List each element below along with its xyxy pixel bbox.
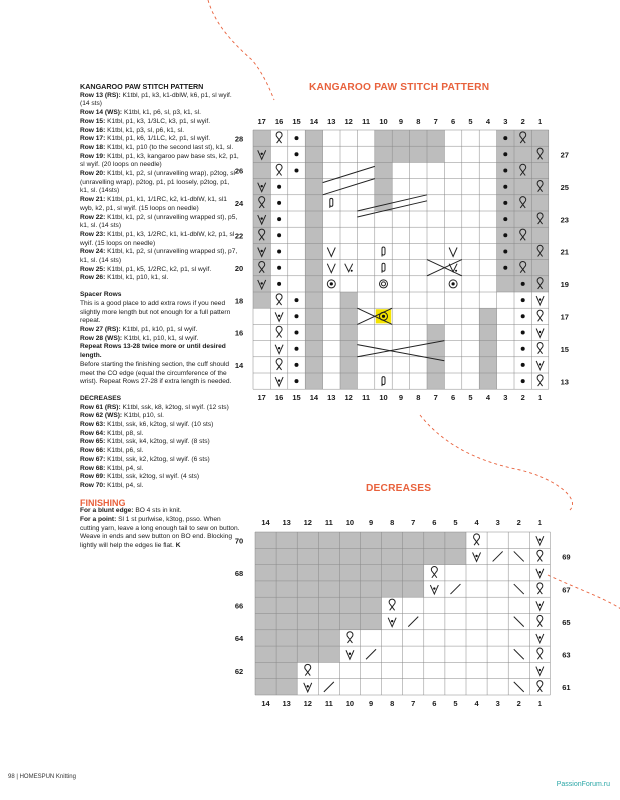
column-label: 9 [398,117,403,126]
symbol-slash [408,617,418,627]
row-text: K1tbl, p1, k6, 1/1LC, k2, p1, sl wyif. [105,135,211,143]
symbol-slash [493,551,503,561]
symbol-slip [536,536,544,545]
symbol-ktbl [305,664,311,675]
column-label: 3 [503,393,508,403]
end-mark: K [175,542,181,550]
row-label: 19 [560,280,569,290]
symbol-slash [324,682,334,692]
column-label: 11 [324,699,333,708]
row-label: 64 [234,634,244,644]
row-text: K1tbl, ssk, k4, k2tog, sl wyif. (8 sts) [105,438,210,446]
row-text: K1tbl, p1, k3, kangaroo paw base sts, k2, p1, sl wyif. (20 loops on needle) [80,152,239,169]
row-label: 62 [234,666,244,676]
row-label: 20 [234,263,244,273]
symbol-bslash [514,617,524,627]
column-label: 4 [474,518,479,527]
symbol-ktbl [431,567,437,578]
row-label: 21 [560,247,569,257]
column-label: 7 [411,699,416,708]
column-label: 1 [538,393,543,403]
symbol-slash [450,584,460,594]
row-label: 15 [560,344,569,354]
row-text: K1tbl, ssk, k2tog, sl wyif. (4 sts) [105,473,200,481]
row-label: Row 19: [80,152,106,160]
row-label: Row 14 (WS): [80,109,123,117]
watermark: PassionForum.ru [556,781,610,788]
column-label: 12 [303,699,312,708]
column-label: 14 [261,699,270,708]
symbol-slip [536,634,544,643]
symbol-slip [536,569,544,578]
symbol-ktbl [537,615,543,626]
decreases-heading: DECREASES [80,394,122,402]
column-label: 2 [520,117,525,126]
row-label: Row 67: [80,455,106,463]
column-label: 14 [309,117,319,126]
column-label: 6 [451,117,456,126]
symbol-slip [346,650,354,659]
column-label: 15 [292,117,301,126]
column-label: 10 [379,117,388,126]
row-label: 70 [234,536,244,546]
row-label: Row 21: [80,196,106,204]
row-text: K1tbl, p6, sl. [105,447,144,455]
row-label: 23 [560,215,569,225]
row-text: K1tbl, k1, p3, sl, p6, k1, sl. [105,126,185,134]
row-label: 61 [562,683,571,693]
column-label: 16 [274,393,284,403]
row-text: K1tbl, p1, k3, 1/3LC, k3, p1, sl wyif. [105,117,211,125]
row-text: K1tbl, p4, sl. [105,481,144,489]
row-label: Row 69: [80,473,106,481]
row-label: 28 [234,134,244,144]
point-edge: For a point: Sl 1 st purlwise, k3tog, psso. When cutting yarn, leave a long enough tail to sew on button. Weave in ends and sew button on BO end. Blocking lightly will help the edges lie flat. K [80,516,240,550]
symbol-bslash [514,682,524,692]
row-text: K1tbl, k1, p10, k1, sl. [105,274,169,282]
symbol-ktbl [537,648,543,659]
column-label: 6 [432,518,437,527]
column-label: 14 [261,518,270,527]
row-label: Row 61 (RS): [80,403,121,411]
row-label: Row 26: [80,274,106,282]
column-label: 8 [416,117,421,126]
symbol-slip [388,618,396,627]
row-label: Row 65: [80,438,106,446]
symbol-bslash [514,551,524,561]
row-label: Row 62 (WS): [80,412,123,420]
symbol-ktbl [537,550,543,561]
row-label: 69 [562,552,571,562]
column-label: 8 [390,518,395,527]
row-label: 63 [562,650,571,660]
row-text: K1tbl, p10, sl. [122,412,164,420]
row-label: 13 [560,377,569,387]
symbol-slip [473,552,481,561]
row-label: Row 66: [80,447,106,455]
column-label: 7 [433,393,438,403]
row-label: Row 15: [80,117,106,125]
column-label: 8 [390,699,395,708]
symbol-bslash [514,649,524,659]
row-label: 67 [562,585,571,595]
column-label: 10 [379,393,388,403]
row-text: K1tbl, p1, k5, 1/2RC, k2, p1, sl wyif. [105,265,212,273]
row-label: Row 18: [80,143,106,151]
column-label: 11 [362,117,371,126]
column-label: 1 [538,117,543,126]
spacer-heading: Spacer Rows [80,291,122,299]
row-text: K1tbl, p1, k10, p1, sl wyif. [120,325,198,333]
symbol-ktbl [537,583,543,594]
row-label: 24 [234,199,244,209]
symbol-ktbl [347,632,353,643]
column-label: 10 [345,699,355,708]
row-label: 14 [234,361,244,371]
row-text: K1tbl, k1, p2, sl (unravelling wrapped st), p5, k1, sl. (14 sts) [80,213,238,230]
row-label: Row 27 (RS): [80,325,121,333]
column-label: 13 [282,699,291,708]
repeat-note: Repeat Rows 13-28 twice more or until desired length. [80,343,226,360]
row-label: Row 23: [80,230,106,238]
column-label: 5 [453,699,458,708]
symbol-slip [430,585,438,594]
column-label: 2 [516,518,521,527]
spacer-note: Before starting the finishing section, the cuff should meet the CO edge (equal the circumference of the wrist). Repeat Rows 27-28 if extra length is needed. [80,360,232,386]
column-label: 12 [344,393,353,403]
spacer-text: This is a good place to add extra rows if you need slightly more length but not enough for a full pattern repeat. [80,299,231,325]
row-label: Row 25: [80,265,106,273]
row-text: K1tbl, ssk, k6, k2tog, sl wyif. (10 sts) [105,421,214,429]
column-label: 13 [282,518,291,527]
column-label: 5 [468,117,473,126]
symbol-ktbl [389,599,395,610]
column-label: 5 [453,518,458,527]
row-text: K1tbl, p1, k1, 1/1RC, k2, k1-dblW, k1, sl1 wyb, k2, p1, sl wyif. (15 loops on needle) [80,196,227,212]
row-label: 65 [562,617,571,627]
row-label: 27 [560,150,569,160]
column-label: 12 [303,518,312,527]
row-text: K1tbl, k1, p10, k1, sl wyif. [122,334,199,342]
column-label: 4 [485,117,490,126]
row-label: 25 [560,182,569,192]
row-text: K1tbl, k1, p2, sl (unravelling wrap), p2tog, sl (unravelling wrap), p2tog, p1, p1 loosely, p2tog, p1, k1, sl. (14sts) [80,170,236,195]
row-label: Row 63: [80,421,106,429]
page-footer: 98 | HOMESPUN Knitting [8,774,76,780]
row-label: 18 [234,296,244,306]
row-label: Row 24: [80,248,106,256]
column-label: 1 [537,699,542,708]
column-label: 6 [451,393,456,403]
column-label: 4 [485,393,490,403]
row-text: K1tbl, ssk, k2, k2tog, sl wyif. (6 sts) [105,455,210,463]
row-label: Row 28 (WS): [80,334,123,342]
column-label: 7 [411,518,416,527]
column-label: 9 [398,393,403,403]
chart-b-title: DECREASES [366,483,432,494]
column-label: 1 [537,518,542,527]
symbol-bslash [514,584,524,594]
page-number: 98 [8,774,15,780]
row-label: 68 [234,569,244,579]
pattern-heading: KANGAROO PAW STITCH PATTERN [80,82,204,91]
column-label: 17 [257,117,266,126]
row-label: 16 [234,328,244,338]
column-label: 13 [327,117,336,126]
row-text: K1tbl, p8, sl. [105,429,144,437]
row-label: Row 22: [80,213,106,221]
column-label: 2 [520,393,525,403]
magazine-name: HOMESPUN Knitting [19,774,76,780]
row-label: Row 17: [80,135,106,143]
column-label: 11 [362,393,371,403]
row-label: 26 [234,166,244,176]
row-label: 17 [560,312,569,322]
row-label: 66 [234,601,244,611]
row-text: K1tbl, ssk, k8, k2tog, sl wyif. (12 sts) [120,403,229,411]
row-label: Row 16: [80,126,106,134]
finishing-heading: FINISHING [80,497,126,508]
column-label: 15 [292,393,301,403]
symbol-ktbl [537,681,543,692]
column-label: 17 [257,393,266,403]
column-label: 12 [344,117,353,126]
row-text: K1tbl, p4, sl. [105,464,144,472]
row-label: Row 70: [80,481,106,489]
column-label: 9 [368,518,374,527]
column-label: 9 [368,699,374,708]
blunt-edge: For a blunt edge: BO 4 sts in knit. [80,507,182,515]
row-text: K1tbl, k1, p6, sl, p3, k1, sl. [122,109,201,117]
row-text: K1tbl, k1, p2, sl (unravelling wrapped st), p7, k1, sl. (14 sts) [80,248,238,265]
symbol-ktbl [474,534,480,545]
symbol-slip [536,601,544,610]
column-label: 10 [345,518,355,527]
column-label: 4 [474,699,479,708]
column-label: 3 [503,117,508,126]
symbol-slash [366,649,376,659]
column-label: 3 [495,518,500,527]
column-label: 16 [274,117,284,126]
column-label: 8 [416,393,421,403]
row-text: K1tbl, p1, k3, 1/2RC, k1, k1-dblW, k2, p1, sl wyif. (15 loops on needle) [80,230,235,247]
column-label: 7 [433,117,438,126]
row-label: 22 [234,231,244,241]
column-label: 3 [495,699,500,708]
row-label: Row 20: [80,170,106,178]
chart-a-title: KANGAROO PAW STITCH PATTERN [309,82,490,93]
row-text: K1tbl, p1, k3, k1-dblW, k6, p1, sl wyif. (14 sts) [80,91,232,108]
column-label: 2 [516,699,521,708]
column-label: 13 [327,393,336,403]
symbol-slip [304,683,312,692]
row-label: Row 13 (RS): [80,91,121,99]
column-label: 5 [468,393,473,403]
row-label: Row 68: [80,464,106,472]
column-label: 6 [432,699,437,708]
symbol-slip [536,667,544,676]
column-label: 11 [324,518,333,527]
row-text: K1tbl, k1, p10 (to the second last st), k1, sl. [105,143,234,151]
row-label: Row 64: [80,429,106,437]
column-label: 14 [309,393,319,403]
